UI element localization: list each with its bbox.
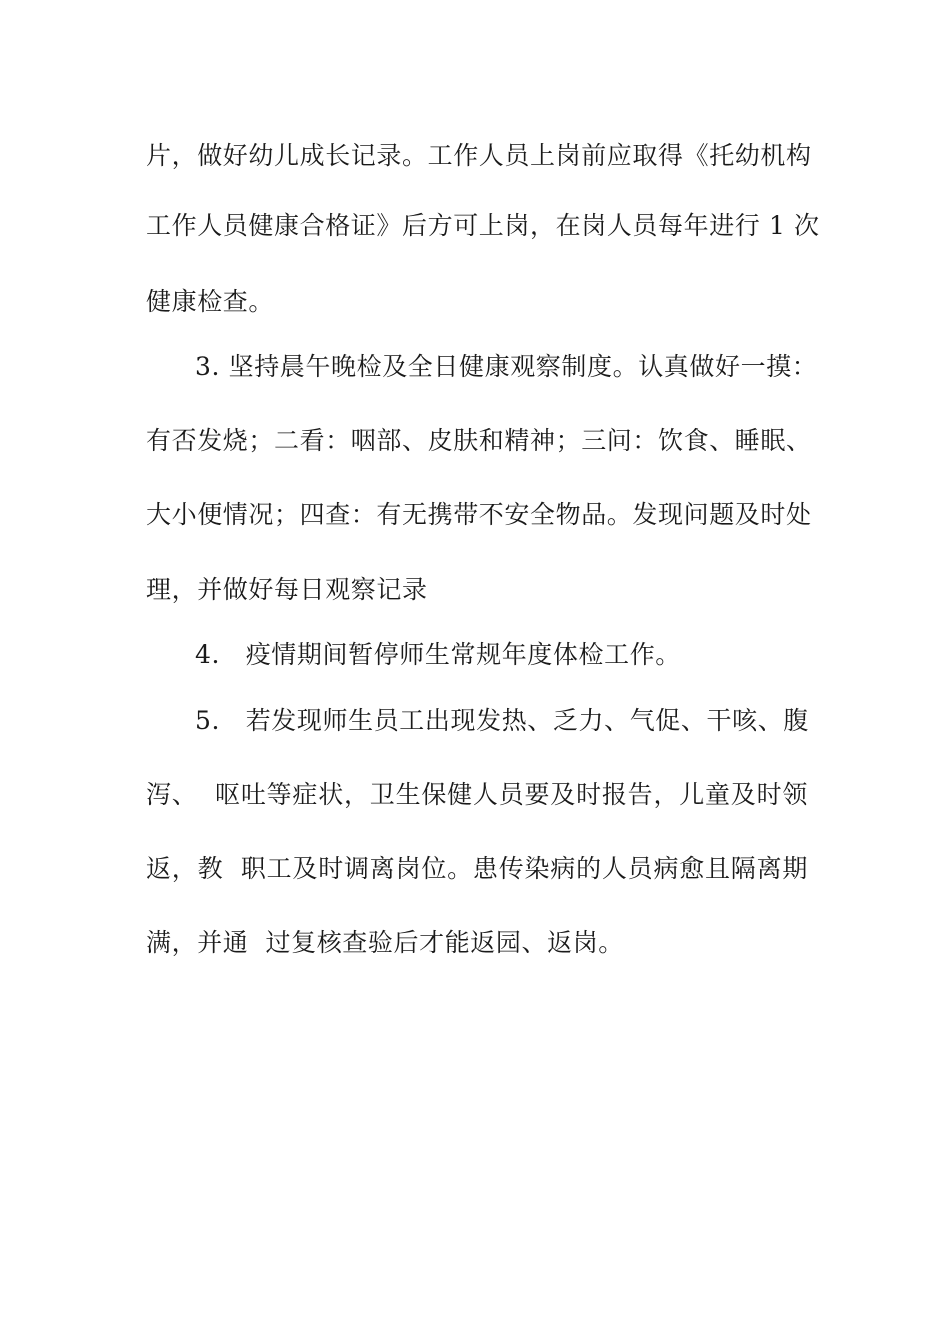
paragraph-line: 理，并做好每日观察记录: [146, 575, 428, 604]
paragraph-line: 返，教 职工及时调离岗位。患传染病的人员病愈且隔离期: [146, 854, 808, 883]
paragraph-line: 满，并通 过复核查验后才能返园、返岗。: [146, 928, 624, 957]
paragraph-line: 大小便情况；四查：有无携带不安全物品。发现问题及时处: [146, 500, 812, 529]
paragraph-line: 健康检查。: [146, 287, 275, 316]
paragraph-line: 片，做好幼儿成长记录。工作人员上岗前应取得《托幼机构: [146, 141, 812, 170]
paragraph-line: 泻、 呕吐等症状，卫生保健人员要及时报告，儿童及时领: [146, 780, 808, 809]
paragraph-line: 有否发烧；二看：咽部、皮肤和精神；三问：饮食、睡眠、: [146, 426, 812, 455]
paragraph-line: 5. 若发现师生员工出现发热、乏力、气促、干咳、腹: [195, 706, 809, 735]
paragraph-line: 3. 坚持晨午晚检及全日健康观察制度。认真做好一摸：: [195, 352, 818, 381]
paragraph-line: 4. 疫情期间暂停师生常规年度体检工作。: [195, 640, 681, 669]
paragraph-line: 工作人员健康合格证》后方可上岗，在岗人员每年进行 1 次: [146, 211, 820, 240]
